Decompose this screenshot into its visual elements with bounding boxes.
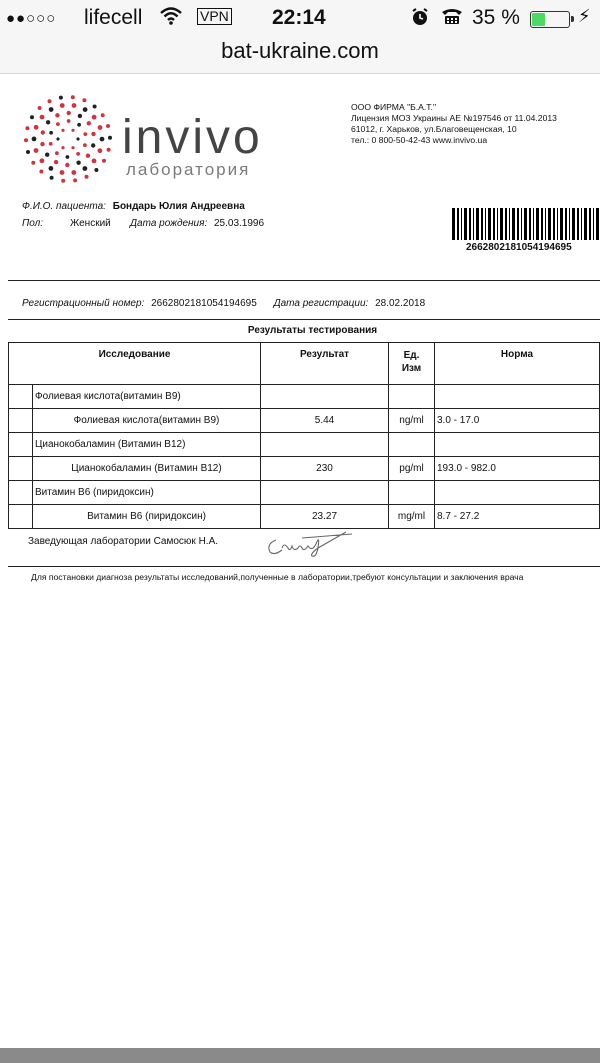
logo-dot: [76, 161, 80, 165]
logo-dot: [40, 115, 45, 120]
patient-sex: Женский: [70, 218, 111, 229]
divider: [8, 566, 600, 567]
logo-dot: [94, 168, 98, 172]
logo-dot: [91, 132, 95, 136]
logo-dot: [59, 96, 63, 100]
logo-wordmark: invivo: [122, 111, 263, 164]
results-header-row: [9, 343, 600, 385]
company-info: [351, 102, 557, 146]
logo-dot: [66, 155, 70, 159]
battery-icon: [530, 11, 570, 28]
logo-dot: [61, 179, 65, 183]
norm-cell: 193.0 - 982.0: [435, 457, 600, 481]
registration-date: 28.02.2018: [375, 298, 426, 309]
status-bar: [0, 0, 600, 36]
unit-cell: [389, 433, 435, 457]
logo-dot: [48, 99, 52, 103]
logo-dot: [26, 150, 30, 154]
study-name-cell: Цианокобаламин (Витамин В12): [33, 433, 261, 457]
company-address: 61012, г. Харьков, ул.Благовещенская, 10: [351, 124, 517, 134]
patient-sex-label: Пол:: [22, 218, 44, 229]
logo-dot: [85, 175, 89, 179]
barcode-bar: [533, 208, 534, 240]
vpn-badge: VPN: [197, 8, 232, 25]
unit-cell: ng/ml: [389, 409, 435, 433]
table-row: [9, 409, 600, 433]
logo-dot: [67, 119, 71, 123]
registration-info: [22, 298, 425, 309]
barcode-bar: [553, 208, 555, 240]
logo-dot: [83, 166, 88, 171]
logo-dot: [76, 137, 79, 140]
company-license: Лицензия МОЗ Украины АЕ №197546 от 11.04.2013: [351, 113, 557, 123]
logo-dot: [106, 124, 110, 128]
logo-dot: [101, 113, 105, 117]
registration-number: 2662802181054194695: [151, 298, 257, 309]
study-name-cell: Фолиевая кислота(витамин В9): [33, 409, 261, 433]
logo-dot: [56, 122, 60, 126]
barcode-bar: [569, 208, 570, 240]
logo-dot: [60, 170, 65, 175]
barcode-bar: [464, 208, 467, 240]
table-group-row: [9, 385, 600, 409]
logo-dot: [83, 107, 88, 112]
results-table: [8, 342, 600, 529]
barcode-bar: [524, 208, 527, 240]
divider: [8, 280, 600, 281]
logo-dot: [30, 115, 34, 119]
charging-icon: ⚡: [578, 6, 591, 26]
barcode-bar: [512, 208, 515, 240]
result-cell: 5.44: [261, 409, 389, 433]
logo-dot: [49, 142, 53, 146]
barcode-bar: [485, 208, 486, 240]
signal-strength-icon: ●●○○○: [6, 10, 57, 27]
barcode-bar: [593, 208, 594, 240]
logo-dot: [71, 95, 75, 99]
logo-dot: [40, 142, 44, 146]
clock: 22:14: [272, 6, 326, 29]
logo-dot: [82, 98, 86, 102]
unit-cell: [389, 481, 435, 505]
logo-dot: [56, 137, 59, 140]
unit-cell: pg/ml: [389, 457, 435, 481]
barcode-bar: [565, 208, 567, 240]
barcode-bar: [577, 208, 579, 240]
company-contacts: тел.: 0 800-50-42-43 www.invivo.ua: [351, 135, 488, 145]
logo-dot: [71, 170, 76, 175]
logo-dot: [86, 154, 90, 158]
logo-dot: [46, 120, 50, 124]
result-cell: [261, 481, 389, 505]
norm-cell: 3.0 - 17.0: [435, 409, 600, 433]
logo-dot: [54, 160, 58, 164]
lab-report-document: [0, 74, 600, 1054]
header-unit-text: Ед. Изм: [401, 350, 422, 374]
logo-dot: [49, 131, 53, 135]
logo-dot: [24, 138, 28, 142]
registration-number-label: Регистрационный номер:: [22, 298, 145, 309]
barcode-bar: [589, 208, 591, 240]
logo-dot: [91, 143, 95, 147]
signature-image: [262, 526, 354, 562]
logo-dot: [71, 146, 74, 149]
header-norm: Норма: [435, 343, 600, 385]
carrier-name: lifecell: [84, 6, 143, 29]
logo-dots-icon: [22, 94, 114, 184]
barcode-bar: [500, 208, 503, 240]
logo-dot: [72, 103, 77, 108]
company-name: ООО ФИРМА "Б.А.Т.": [351, 102, 436, 112]
unit-cell: mg/ml: [389, 505, 435, 529]
barcode-bar: [521, 208, 522, 240]
study-name-cell: Цианокобаламин (Витамин В12): [33, 457, 261, 481]
barcode-bar: [541, 208, 543, 240]
logo-dot: [83, 143, 87, 147]
logo-dot: [71, 129, 74, 132]
row-indent-cell: [9, 409, 33, 433]
barcode-bar: [596, 208, 599, 240]
barcode-bar: [488, 208, 491, 240]
result-cell: 23.27: [261, 505, 389, 529]
barcode-bar: [473, 208, 474, 240]
results-title: Результаты тестирования: [247, 325, 378, 336]
logo-dot: [34, 125, 39, 130]
table-group-row: [9, 481, 600, 505]
barcode-bar: [481, 208, 483, 240]
logo-dot: [100, 137, 105, 142]
logo-dot: [107, 148, 111, 152]
logo-dot: [78, 114, 82, 118]
signature-line: Заведующая лаборатории Самосюк Н.А.: [28, 536, 219, 547]
barcode-bar: [469, 208, 471, 240]
study-name-cell: Витамин В6 (пиридоксин): [33, 505, 261, 529]
alarm-icon: [410, 7, 430, 33]
result-cell: [261, 385, 389, 409]
barcode-bar: [452, 208, 455, 240]
study-name-cell: Витамин В6 (пиридоксин): [33, 481, 261, 505]
study-name-cell: Фолиевая кислота(витамин В9): [33, 385, 261, 409]
registration-date-label: Дата регистрации:: [273, 298, 369, 309]
disclaimer: Для постановки диагноза результаты исследований,полученные в лаборатории,требуют консультации и заключения врача: [31, 572, 524, 582]
address-bar[interactable]: bat-ukraine.com: [221, 38, 379, 63]
barcode-bar: [529, 208, 531, 240]
norm-cell: [435, 481, 600, 505]
barcode-icon: [452, 208, 600, 240]
logo-dot: [73, 178, 77, 182]
barcode-bar: [476, 208, 479, 240]
header-unit: [389, 343, 435, 385]
barcode-bar: [505, 208, 507, 240]
barcode-bar: [497, 208, 498, 240]
logo-dot: [92, 115, 97, 120]
table-group-row: [9, 433, 600, 457]
barcode-bar: [545, 208, 546, 240]
logo-dot: [34, 148, 39, 153]
row-indent-cell: [9, 481, 33, 505]
logo-dot: [38, 106, 42, 110]
logo-dot: [50, 176, 54, 180]
logo-dot: [67, 111, 71, 115]
row-indent-cell: [9, 385, 33, 409]
header-study: Исследование: [9, 343, 261, 385]
barcode-bar: [517, 208, 519, 240]
logo-dot: [61, 146, 64, 149]
logo-dot: [31, 161, 35, 165]
divider: [8, 319, 600, 320]
logo-dot: [49, 107, 54, 112]
row-indent-cell: [9, 433, 33, 457]
logo-dot: [83, 132, 87, 136]
logo-dot: [77, 123, 81, 127]
barcode-bar: [548, 208, 551, 240]
patient-name: Бондарь Юлия Андреевна: [112, 201, 245, 212]
logo-dot: [92, 159, 97, 164]
result-cell: [261, 433, 389, 457]
norm-cell: 8.7 - 27.2: [435, 505, 600, 529]
logo-dot: [60, 103, 65, 108]
norm-cell: [435, 385, 600, 409]
bottom-toolbar: [0, 1048, 600, 1063]
result-cell: 230: [261, 457, 389, 481]
logo-dot: [87, 121, 91, 125]
logo-dot: [98, 125, 103, 130]
barcode-bar: [584, 208, 587, 240]
logo-dot: [98, 148, 103, 153]
norm-cell: [435, 433, 600, 457]
logo-subtitle: лаборатория: [126, 160, 251, 179]
logo-dot: [45, 153, 49, 157]
browser-chrome: [0, 0, 600, 74]
logo-dot: [108, 136, 112, 140]
logo-dot: [55, 151, 59, 155]
patient-name-label: Ф.И.О. пациента:: [22, 201, 106, 212]
row-indent-cell: [9, 457, 33, 481]
patient-dob: 25.03.1996: [214, 218, 265, 229]
logo-dot: [65, 163, 69, 167]
barcode-number: 2662802181054194695: [466, 242, 572, 253]
logo-dot: [25, 126, 29, 130]
table-row: [9, 505, 600, 529]
logo-dot: [32, 137, 37, 142]
header-result: Результат: [261, 343, 389, 385]
barcode-bar: [493, 208, 495, 240]
battery-level: [532, 13, 545, 26]
barcode-bar: [457, 208, 459, 240]
row-indent-cell: [9, 505, 33, 529]
barcode-bar: [557, 208, 558, 240]
logo-dot: [102, 159, 106, 163]
barcode-bar: [536, 208, 539, 240]
logo-dot: [76, 152, 80, 156]
logo-dot: [55, 113, 59, 117]
barcode-bar: [572, 208, 575, 240]
barcode-bar: [509, 208, 510, 240]
battery-percent: 35 %: [472, 6, 520, 29]
logo-dot: [49, 166, 54, 171]
patient-dob-label: Дата рождения:: [130, 218, 208, 229]
barcode-bar: [581, 208, 582, 240]
logo-dot: [93, 105, 97, 109]
wifi-icon: [160, 6, 182, 32]
logo-dot: [61, 129, 64, 132]
barcode-bar: [461, 208, 462, 240]
unit-cell: [389, 385, 435, 409]
tty-icon: [440, 6, 464, 32]
logo-dot: [39, 170, 43, 174]
table-row: [9, 457, 600, 481]
logo-dot: [40, 158, 45, 163]
logo-dot: [41, 130, 45, 134]
barcode-bar: [560, 208, 563, 240]
